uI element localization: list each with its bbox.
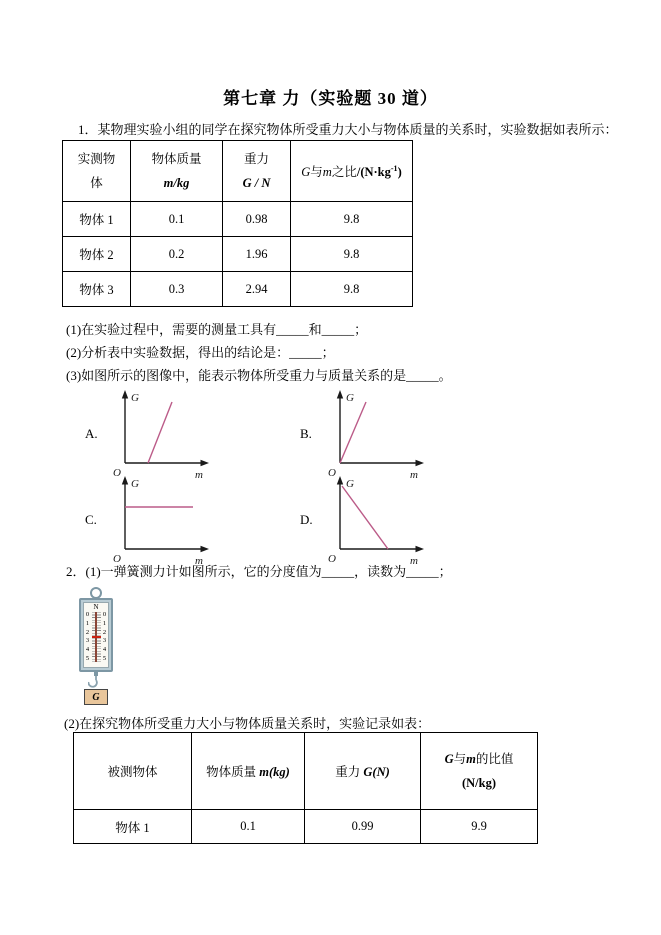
svg-text:m: m bbox=[195, 555, 203, 566]
table-row bbox=[63, 272, 413, 307]
graph-option-d bbox=[300, 474, 428, 566]
question-1-sub-1: (1)在实验过程中，需要的测量工具有_____和_____； bbox=[66, 322, 368, 337]
scale-digits-left: 0 1 2 3 4 5 bbox=[85, 611, 90, 662]
table-2-header-ratio: G与m的比值 (N/kg) bbox=[421, 733, 538, 810]
svg-text:m: m bbox=[410, 555, 418, 566]
table-2-header-gravity: 重力 G(N) bbox=[305, 733, 421, 810]
cell-object-3: 物体 3 bbox=[63, 272, 131, 307]
question-2-intro: 2．(1)一弹簧测力计如图所示，它的分度值为_____，读数为_____； bbox=[66, 564, 452, 579]
cell2-mass-1: 0.1 bbox=[192, 810, 305, 844]
graph-option-a bbox=[85, 388, 213, 480]
spring-scale-panel bbox=[83, 602, 109, 668]
graph-b-label: B. bbox=[300, 426, 312, 441]
graph-option-b bbox=[300, 388, 428, 480]
cell-gravity-3: 2.94 bbox=[223, 272, 291, 307]
question-1-sub-2: (2)分析表中实验数据，得出的结论是：_____； bbox=[66, 345, 335, 360]
graph-d-plot bbox=[326, 474, 428, 566]
question-2-sub-2: (2)在探究物体所受重力大小与物体质量关系时，实验记录如表： bbox=[64, 716, 431, 731]
page-title: 第七章 力（实验题 30 道） bbox=[223, 89, 438, 108]
scale-unit-label: N bbox=[93, 603, 99, 611]
svg-text:G: G bbox=[346, 392, 354, 404]
cell2-ratio-1: 9.9 bbox=[421, 810, 538, 844]
table-row bbox=[63, 202, 413, 237]
cell-gravity-1: 0.98 bbox=[223, 202, 291, 237]
table-1-header-ratio: G与m之比$/(N\cdot kg^{-1})$ bbox=[291, 141, 413, 202]
table-2-header-row bbox=[74, 733, 538, 810]
cell-object-2: 物体 2 bbox=[63, 237, 131, 272]
scale-face bbox=[85, 612, 108, 662]
graph-b-plot bbox=[326, 388, 428, 480]
table-1-header-gravity: 重力 G / N bbox=[223, 141, 291, 202]
cell-ratio-2: 9.8 bbox=[291, 237, 413, 272]
graph-a-label: A. bbox=[85, 426, 98, 441]
experiment-table-1 bbox=[62, 140, 413, 307]
svg-text:m: m bbox=[195, 469, 203, 480]
svg-text:G: G bbox=[131, 392, 139, 404]
table-1-header-mass: 物体质量 m/kg bbox=[131, 141, 223, 202]
cell2-gravity-1: 0.99 bbox=[305, 810, 421, 844]
question-1-sub-3: (3)如图所示的图像中，能表示物体所受重力与质量关系的是_____。 bbox=[66, 368, 452, 383]
table-2-header-mass: 物体质量 m(kg) bbox=[192, 733, 305, 810]
graph-a-plot bbox=[111, 388, 213, 480]
cell-gravity-2: 1.96 bbox=[223, 237, 291, 272]
spring-scale bbox=[76, 587, 116, 705]
cell2-object-1: 物体 1 bbox=[74, 810, 192, 844]
svg-text:O: O bbox=[113, 467, 121, 479]
cell-object-1: 物体 1 bbox=[63, 202, 131, 237]
cell-mass-1: 0.1 bbox=[131, 202, 223, 237]
cell-mass-2: 0.2 bbox=[131, 237, 223, 272]
table-2-header-object: 被测物体 bbox=[74, 733, 192, 810]
weight-label: G bbox=[92, 691, 100, 703]
table-1-header-object: 实测物 体 bbox=[63, 141, 131, 202]
question-1-intro: 1．某物理实验小组的同学在探究物体所受重力大小与物体质量的关系时，实验数据如表所示： bbox=[78, 122, 618, 137]
svg-text:O: O bbox=[328, 553, 336, 565]
scale-ticks bbox=[92, 612, 101, 662]
cell-mass-3: 0.3 bbox=[131, 272, 223, 307]
graph-d-label: D. bbox=[300, 512, 313, 527]
svg-text:O: O bbox=[113, 553, 121, 565]
graph-c-label: C. bbox=[85, 512, 97, 527]
spring-scale-body bbox=[79, 598, 113, 672]
svg-text:O: O bbox=[328, 467, 336, 479]
graph-option-c bbox=[85, 474, 213, 566]
svg-text:G: G bbox=[346, 478, 354, 490]
table-row bbox=[63, 237, 413, 272]
scale-digits-right: 0 1 2 3 4 5 bbox=[102, 611, 107, 662]
svg-text:m: m bbox=[410, 469, 418, 480]
weight-box bbox=[84, 689, 108, 705]
cell-ratio-3: 9.8 bbox=[291, 272, 413, 307]
experiment-table-2 bbox=[73, 732, 538, 844]
table-row bbox=[74, 810, 538, 844]
svg-text:G: G bbox=[131, 478, 139, 490]
table-1-header-row bbox=[63, 141, 413, 202]
cell-ratio-1: 9.8 bbox=[291, 202, 413, 237]
graph-c-plot bbox=[111, 474, 213, 566]
scale-pointer bbox=[92, 636, 101, 638]
